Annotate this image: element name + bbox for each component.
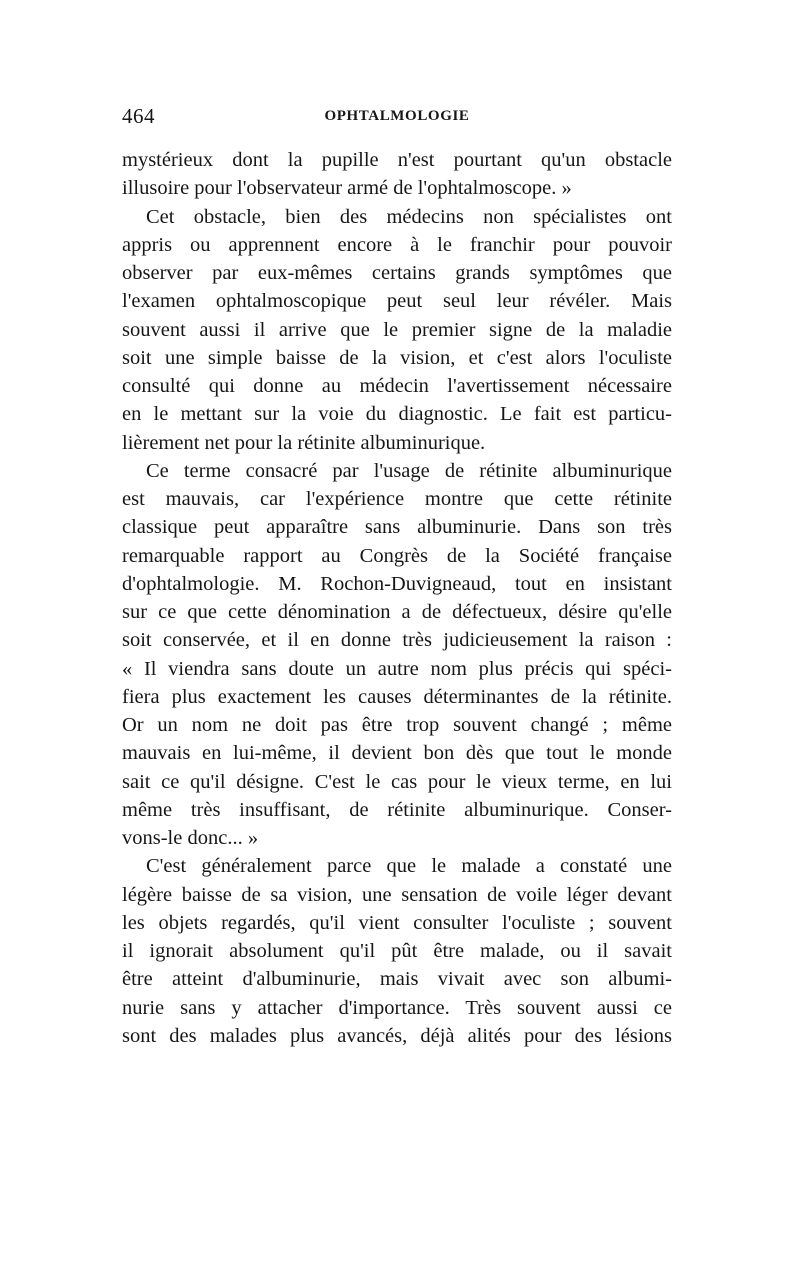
text-line: soit conservée, et il en donne très judicieusement la raison :: [122, 629, 672, 652]
text-line: illusoire pour l'observateur armé de l'ophtalmoscope. »: [122, 177, 572, 200]
text-line: légère baisse de sa vision, une sensation de voile léger devant: [122, 883, 672, 906]
page-number: 464: [122, 104, 155, 128]
text-line: l'examen ophtalmoscopique peut seul leur révéler. Mais: [122, 290, 672, 313]
text-line: vons-le donc... »: [122, 827, 259, 849]
text-line: sont des malades plus avancés, déjà alités pour des lésions: [122, 1024, 672, 1047]
text-line: les objets regardés, qu'il vient consulter l'oculiste ; souvent: [122, 911, 672, 934]
text-line: être atteint d'albuminurie, mais vivait avec son albumi-: [122, 968, 672, 991]
text-line: Cet obstacle, bien des médecins non spécialistes ont: [146, 205, 672, 228]
text-line: souvent aussi il arrive que le premier signe de la maladie: [122, 318, 672, 341]
text-line: consulté qui donne au médecin l'avertissement nécessaire: [122, 375, 672, 397]
body-text: [122, 146, 672, 1050]
text-line: même très insuffisant, de rétinite albuminurique. Conser-: [122, 798, 672, 821]
text-line: mauvais en lui-même, il devient bon dès que tout le monde: [122, 742, 672, 765]
text-line: observer par eux-mêmes certains grands symptômes que: [122, 262, 672, 284]
text-line: remarquable rapport au Congrès de la Société française: [122, 544, 672, 567]
text-line: mystérieux dont la pupille n'est pourtant qu'un obstacle: [122, 149, 672, 171]
text-line: C'est généralement parce que le malade a constaté une: [146, 855, 672, 878]
text-line: est mauvais, car l'expérience montre que cette rétinite: [122, 488, 672, 510]
text-line: sait ce qu'il désigne. C'est le cas pour le vieux terme, en lui: [122, 770, 672, 793]
text-line: nurie sans y attacher d'importance. Très souvent aussi ce: [122, 996, 672, 1019]
text-line: lièrement net pour la rétinite albuminurique.: [122, 431, 486, 454]
text-line: Or un nom ne doit pas être trop souvent changé ; même: [122, 714, 672, 736]
text-line: sur ce que cette dénomination a de défectueux, désire qu'elle: [122, 601, 672, 623]
text-line: Ce terme consacré par l'usage de rétinite albuminurique: [146, 459, 672, 482]
page-header: [122, 104, 672, 134]
text-line: fiera plus exactement les causes déterminantes de la rétinite.: [122, 685, 672, 708]
running-title: OPHTALMOLOGIE: [324, 108, 470, 124]
text-line: « Il viendra sans doute un autre nom plus précis qui spéci-: [122, 657, 672, 680]
text-line: classique peut apparaître sans albuminurie. Dans son très: [122, 516, 672, 539]
text-line: en le mettant sur la voie du diagnostic. Le fait est particu-: [122, 403, 672, 426]
text-line: soit une simple baisse de la vision, et c'est alors l'oculiste: [122, 346, 672, 369]
text-line: appris ou apprennent encore à le franchir pour pouvoir: [122, 233, 672, 256]
text-line: il ignorait absolument qu'il pût être malade, ou il savait: [122, 940, 672, 962]
text-line: d'ophtalmologie. M. Rochon-Duvigneaud, tout en insistant: [122, 572, 672, 595]
